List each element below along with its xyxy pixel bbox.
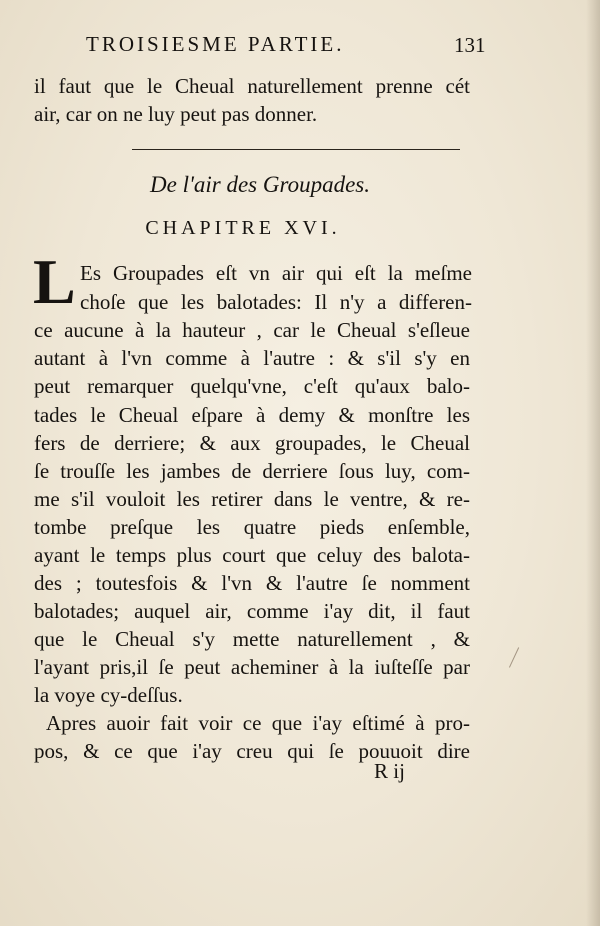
text-line: autant à l'vn comme à l'autre : & s'il s'y en (34, 346, 470, 370)
text-line: l'ayant pris,il ſe peut acheminer à la iuſteſſe par (34, 655, 470, 679)
text-line: fers de derriere; & aux groupades, le Cheual (34, 431, 470, 455)
page-edge-shadow (586, 0, 600, 926)
text-line: pos, & ce que i'ay creu qui ſe pouuoit dire (34, 739, 470, 763)
text-line: me s'il vouloit les retirer dans le ventre, & re- (34, 487, 470, 511)
section-divider (132, 149, 460, 150)
text-line: ayant le temps plus court que celuy des balota- (34, 543, 470, 567)
text-line: Apres auoir fait voir ce que i'ay eſtimé à pro- (46, 711, 470, 735)
text-line: ce aucune à la hauteur , car le Cheual s'eſleue (34, 318, 470, 342)
margin-stray-mark (509, 647, 530, 672)
chapter-number: CHAPITRE XVI. (145, 217, 341, 239)
text-line: des ; toutesfois & l'vn & l'autre ſe nomment (34, 571, 470, 595)
text-line: la voye cy-deſſus. (34, 683, 183, 707)
page-number: 131 (454, 33, 486, 57)
text-line: il faut que le Cheual naturellement prenne cét (34, 74, 470, 98)
text-line: Es Groupades eſt vn air qui eſt la meſme (80, 261, 472, 285)
text-line: air, car on ne luy peut pas donner. (34, 102, 318, 126)
text-line: tombe preſque les quatre pieds enſemble, (34, 515, 470, 539)
text-line: ſe trouſſe les jambes de derriere ſous luy, com- (34, 459, 470, 483)
drop-cap: L (33, 246, 76, 317)
running-head: TROISIESME PARTIE. (86, 32, 345, 56)
text-line: balotades; auquel air, comme i'ay dit, il faut (34, 599, 470, 623)
signature-mark: R ij (374, 759, 405, 783)
text-line: peut remarquer quelqu'vne, c'eſt qu'aux balo- (34, 374, 470, 398)
chapter-title: De l'air des Groupades. (150, 172, 370, 197)
text-line: choſe que les balotades: Il n'y a differen- (80, 290, 472, 314)
text-line: tades le Cheual eſpare à demy & monſtre les (34, 403, 470, 427)
text-line: que le Cheual s'y mette naturellement , & (34, 627, 470, 651)
